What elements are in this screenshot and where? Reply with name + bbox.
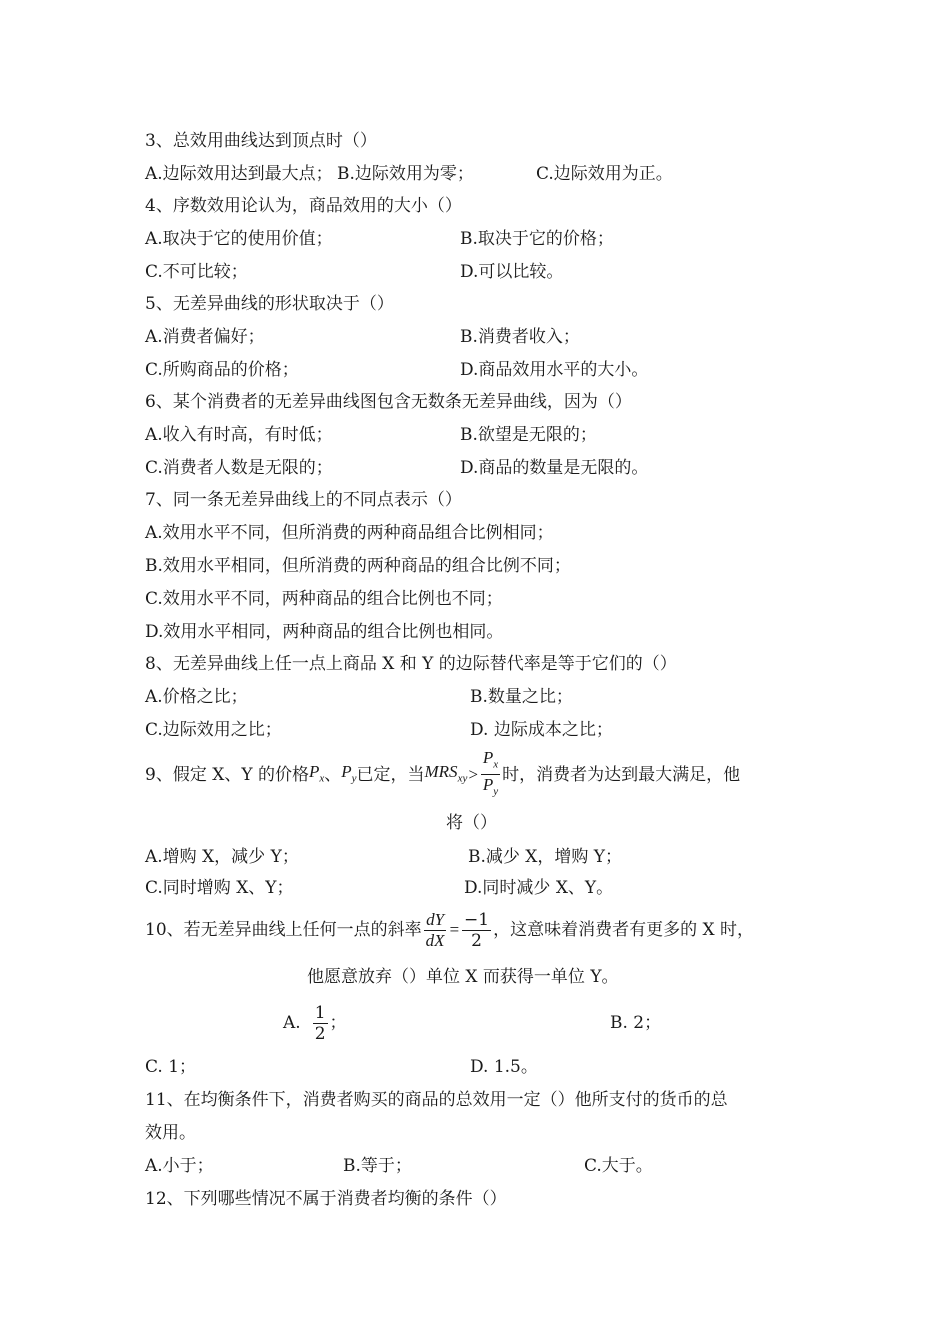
q12-stem: 12、下列哪些情况不属于消费者均衡的条件（） [145, 1189, 507, 1209]
q9-mrs: $MRS_{xy}$ [424, 761, 468, 785]
q9-stem-suffix: 时，消费者为达到最大满足，他 [502, 764, 741, 785]
q10-slope-value: $\frac{-1}{2}$ [464, 909, 490, 951]
q9-stem-mid: 已定，当 [356, 764, 425, 785]
q7-option-b: B.效用水平相同，但所消费的两种商品的组合比例不同； [145, 556, 571, 576]
q11-stem-line1: 11、在均衡条件下，消费者购买的商品的总效用一定（）他所支付的货币的总 [145, 1090, 728, 1110]
q9-price-y: $P_y$ [341, 761, 357, 785]
q9-price-x: $P_x$ [308, 761, 325, 785]
q6-option-a: A.收入有时高，有时低； [145, 425, 333, 445]
q8-stem: 8、无差异曲线上任一点上商品 X 和 Y 的边际替代率是等于它们的（） [145, 654, 677, 674]
q4-option-a: A.取决于它的使用价值； [145, 229, 333, 249]
q8-option-d: D. 边际成本之比； [470, 720, 613, 740]
q10-option-b: B. 2； [610, 1013, 662, 1033]
q11-option-b: B.等于； [343, 1156, 412, 1176]
q8-option-b: B.数量之比； [470, 687, 573, 707]
q10-equals: = [448, 920, 461, 939]
q9-option-c: C.同时增购 X、Y； [145, 878, 294, 898]
q10-option-a: A. $\frac{1}{2}$ ； [283, 1002, 347, 1044]
q9-stem-prefix: 9、假定 X、Y 的价格 [145, 764, 309, 785]
q7-option-a: A.效用水平不同，但所消费的两种商品组合比例相同； [145, 523, 554, 543]
q9-separator: 、 [324, 764, 342, 785]
q4-option-c: C.不可比较； [145, 262, 248, 282]
q4-stem: 4、序数效用论认为，商品效用的大小（） [145, 196, 462, 216]
q10-slope-derivative: $\frac{dY}{dX}$ [425, 909, 445, 950]
q3-stem: 3、总效用曲线达到顶点时（） [145, 131, 377, 151]
q10-stem-suffix: ，这意味着消费者有更多的 X 时， [493, 920, 754, 940]
q9-stem-line2: 将（） [446, 813, 497, 833]
q3-option-c: C.边际效用为正。 [536, 164, 673, 184]
q11-stem-line2: 效用。 [145, 1123, 196, 1143]
q10-stem [145, 908, 754, 952]
q11-option-a: A.小于； [145, 1156, 214, 1176]
q5-option-b: B.消费者收入； [460, 327, 580, 347]
q7-option-d: D.效用水平相同，两种商品的组合比例也相同。 [145, 622, 504, 642]
q7-stem: 7、同一条无差异曲线上的不同点表示（） [145, 490, 462, 510]
q9-option-a: A.增购 X，减少 Y； [145, 847, 299, 867]
q3-option-b: B.边际效用为零； [337, 164, 474, 184]
q9-option-b: B.减少 X，增购 Y； [468, 847, 623, 867]
q5-option-d: D.商品效用水平的大小。 [460, 360, 649, 380]
q10-option-c: C. 1； [145, 1057, 197, 1077]
q8-option-c: C.边际效用之比； [145, 720, 282, 740]
q9-option-d: D.同时减少 X、Y。 [464, 878, 614, 898]
q8-option-a: A.价格之比； [145, 687, 248, 707]
q10-option-d: D. 1.5。 [470, 1057, 538, 1077]
q9-price-ratio: $\frac{P_x}{P_y}$ [482, 748, 499, 798]
q9-stem [145, 748, 740, 802]
q4-option-b: B.取决于它的价格； [460, 229, 614, 249]
q3-option-a: A.边际效用达到最大点； [145, 164, 333, 184]
q10-stem-line2: 他愿意放弃（）单位 X 而获得一单位 Y。 [307, 967, 619, 987]
q5-stem: 5、无差异曲线的形状取决于（） [145, 294, 394, 314]
q11-option-c: C.大于。 [584, 1156, 653, 1176]
q6-option-c: C.消费者人数是无限的； [145, 458, 333, 478]
q7-option-c: C.效用水平不同，两种商品的组合比例也不同； [145, 589, 503, 609]
q4-option-d: D.可以比较。 [460, 262, 564, 282]
q5-option-c: C.所购商品的价格； [145, 360, 299, 380]
q6-stem: 6、某个消费者的无差异曲线图包含无数条无差异曲线，因为（） [145, 392, 632, 412]
q6-option-b: B.欲望是无限的； [460, 425, 597, 445]
q10-option-a-fraction: $\frac{1}{2}$ [314, 1002, 326, 1044]
q6-option-d: D.商品的数量是无限的。 [460, 458, 649, 478]
q5-option-a: A.消费者偏好； [145, 327, 265, 347]
q10-stem-prefix: 10、若无差异曲线上任何一点的斜率 [145, 920, 422, 940]
q9-greater-than: > [467, 764, 479, 784]
